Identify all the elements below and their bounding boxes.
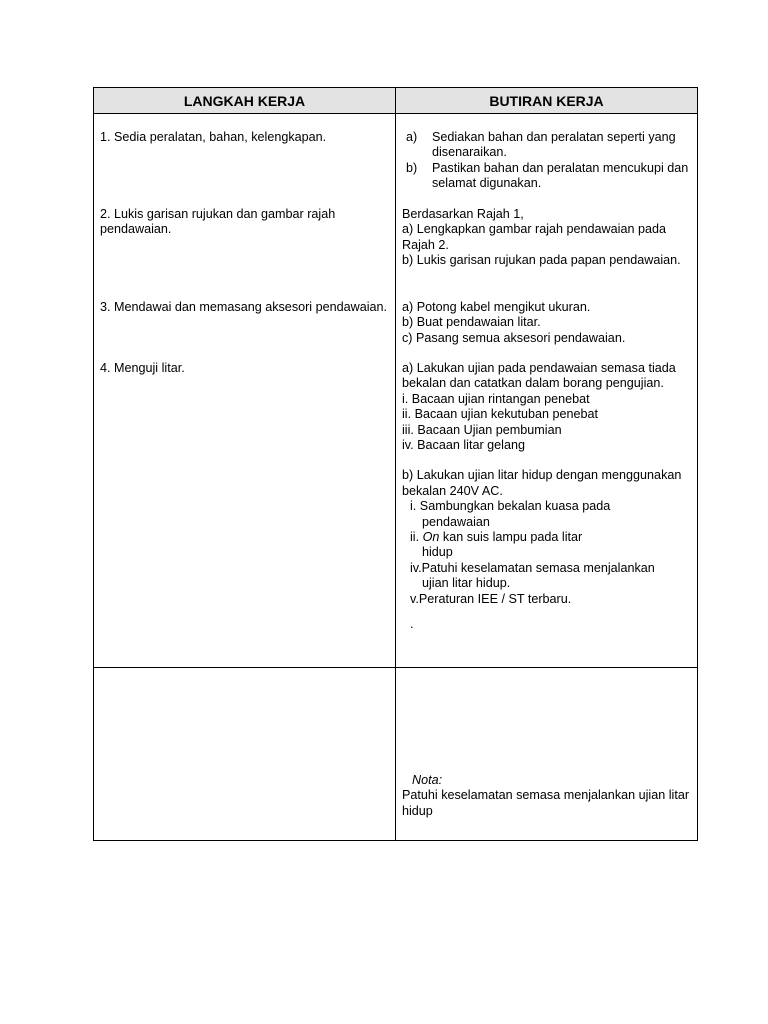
detail-3c: c) Pasang semua aksesori pendawaian.: [402, 330, 626, 345]
detail-4b-ii: ii. On kan suis lampu pada litar: [410, 530, 583, 545]
detail-1b: b) Pastikan bahan dan peralatan mencukupi dan selamat digunakan.: [406, 160, 689, 191]
detail-1a: a) Sediakan bahan dan peralatan seperti yang disenaraikan.: [406, 130, 676, 160]
detail-2-intro: Berdasarkan Rajah 1,: [402, 207, 524, 221]
content-row: [94, 114, 698, 668]
details-step-3: [402, 300, 691, 361]
detail-4a-item: iv. Bacaan litar gelang: [402, 438, 525, 453]
step-1: [100, 130, 389, 207]
header-butiran-kerja: BUTIRAN KERJA: [396, 88, 698, 114]
detail-2a: a) Lengkapkan gambar rajah pendawaian pada Rajah 2.: [402, 222, 666, 252]
step-4-text: 4. Menguji litar.: [100, 361, 185, 375]
nota-text: Patuhi keselamatan semasa menjalankan ujian litar hidup: [402, 788, 690, 818]
details-step-1: [402, 130, 691, 207]
footer-row: [94, 668, 698, 841]
detail-4b-iv-cont: ujian litar hidup.: [422, 576, 511, 591]
step-1-text: 1. Sedia peralatan, bahan, kelengkapan.: [100, 130, 327, 144]
detail-4a-item: i. Bacaan ujian rintangan penebat: [402, 391, 590, 406]
step-4: [100, 361, 389, 376]
detail-4b-ii-cont: hidup: [422, 545, 453, 560]
trailing-dot: .: [410, 617, 414, 632]
step-2: [100, 207, 389, 300]
detail-4b-i-cont: pendawaian: [422, 514, 490, 529]
detail-4b-iv: iv.Patuhi keselamatan semasa menjalankan: [410, 560, 655, 575]
steps-cell: [94, 114, 396, 668]
detail-3b: b) Buat pendawaian litar.: [402, 315, 541, 330]
footer-right-cell: [396, 668, 698, 841]
header-langkah-kerja: LANGKAH KERJA: [94, 88, 396, 114]
detail-4b-i: i. Sambungkan bekalan kuasa pada: [410, 499, 611, 514]
detail-4b: b) Lakukan ujian litar hidup dengan menggunakan bekalan 240V AC.: [402, 468, 682, 498]
step-3-text: 3. Mendawai dan memasang aksesori pendawaian.: [100, 300, 388, 314]
detail-4a-item: ii. Bacaan ujian kekutuban penebat: [402, 407, 599, 422]
header-row: [94, 88, 698, 114]
step-2-text: 2. Lukis garisan rujukan dan gambar rajah pendawaian.: [100, 207, 336, 237]
detail-2b: b) Lukis garisan rujukan pada papan pendawaian.: [402, 253, 681, 268]
detail-4a: a) Lakukan ujian pada pendawaian semasa tiada bekalan dan catatkan dalam borang pengujian.: [402, 361, 676, 391]
nota-label: Nota:: [412, 773, 443, 787]
detail-4b-v: v.Peraturan IEE / ST terbaru.: [410, 591, 572, 606]
step-3: [100, 300, 389, 361]
details-cell: [396, 114, 698, 668]
details-step-2: [402, 207, 691, 300]
detail-4a-item: iii. Bacaan Ujian pembumian: [402, 422, 562, 437]
footer-left-cell: [94, 668, 396, 841]
detail-3a: a) Potong kabel mengikut ukuran.: [402, 300, 591, 314]
work-steps-table: [93, 87, 698, 841]
details-step-4: [402, 361, 691, 632]
